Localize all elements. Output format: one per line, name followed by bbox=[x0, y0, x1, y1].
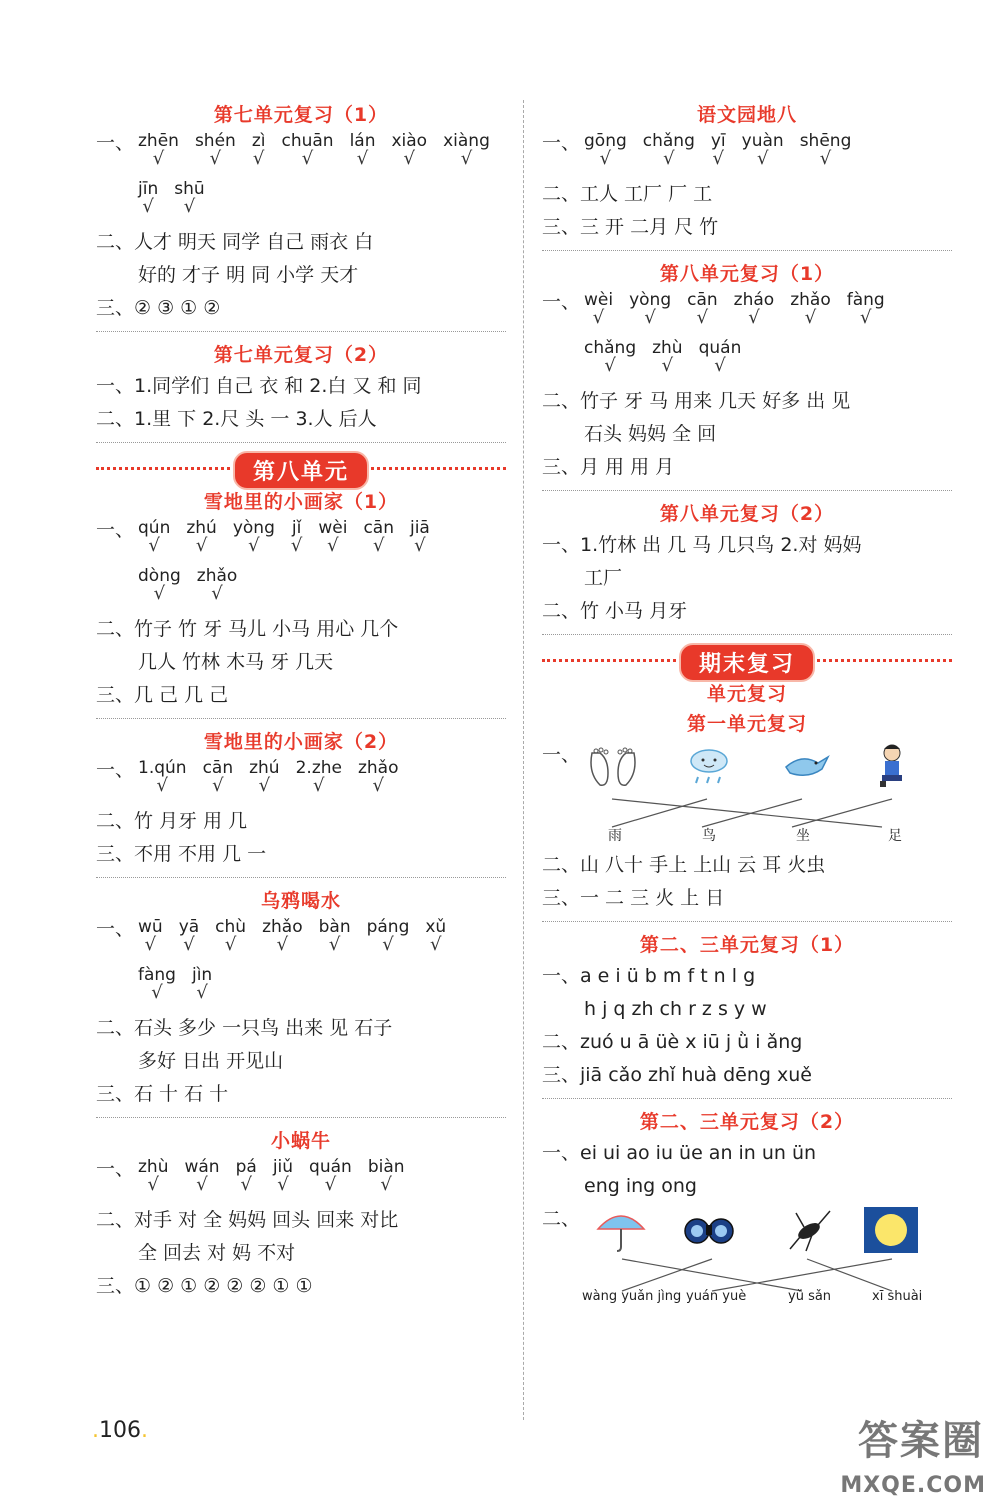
answer-line: 三、不用 不用 几 一 bbox=[96, 843, 267, 865]
matching-exercise bbox=[542, 739, 952, 849]
matching-lines bbox=[582, 789, 922, 829]
check-mark-icon: √ bbox=[211, 583, 223, 604]
rain-cloud-icon bbox=[682, 743, 736, 789]
pinyin-answer: yòng √ bbox=[232, 518, 275, 556]
answer-line: 工厂 bbox=[584, 567, 623, 589]
check-mark-icon: √ bbox=[209, 148, 222, 169]
check-mark-icon: √ bbox=[328, 934, 341, 955]
pinyin-answer: lán √ bbox=[349, 131, 376, 169]
pinyin-answer: 2.zhe √ bbox=[295, 758, 342, 796]
pinyin-answer: zhǎo √ bbox=[357, 758, 399, 796]
pinyin-row bbox=[96, 517, 506, 565]
check-mark-icon: √ bbox=[714, 355, 726, 376]
pinyin-answer: wán √ bbox=[184, 1157, 220, 1195]
check-mark-icon: √ bbox=[599, 148, 612, 169]
answer-line: 三、几 己 几 己 bbox=[96, 684, 229, 706]
answer-line: 二、对手 对 全 妈妈 回头 回来 对比 bbox=[96, 1209, 399, 1231]
question-number: 一、 bbox=[96, 519, 135, 541]
check-mark-icon: √ bbox=[661, 355, 674, 376]
pinyin-answer: zhǎo √ bbox=[790, 290, 831, 328]
question-number: 一、 bbox=[542, 744, 581, 766]
pinyin-row bbox=[96, 130, 506, 178]
check-mark-icon: √ bbox=[277, 1174, 289, 1195]
pinyin-row bbox=[542, 337, 952, 385]
check-mark-icon: √ bbox=[152, 148, 165, 169]
check-mark-icon: √ bbox=[248, 535, 260, 556]
pinyin-answer: qún √ bbox=[138, 518, 171, 556]
pinyin-answer: xiàng √ bbox=[443, 131, 490, 169]
right-column bbox=[542, 100, 952, 1313]
divider bbox=[96, 1117, 506, 1118]
check-mark-icon: √ bbox=[276, 934, 289, 955]
pinyin-answer: fàng √ bbox=[138, 965, 176, 1003]
divider bbox=[96, 442, 506, 443]
answer-line: 石头 妈妈 全 回 bbox=[584, 423, 717, 445]
check-mark-icon: √ bbox=[196, 982, 208, 1003]
question-number: 一、 bbox=[96, 132, 135, 154]
check-mark-icon: √ bbox=[183, 934, 195, 955]
check-mark-icon: √ bbox=[712, 148, 725, 169]
answer-line: 二、zuó u ā üè x iū j ǜ i ǎng bbox=[542, 1031, 803, 1053]
pinyin-answer: jìn √ bbox=[191, 965, 213, 1003]
divider bbox=[96, 718, 506, 719]
check-mark-icon: √ bbox=[151, 982, 163, 1003]
left-column bbox=[96, 100, 506, 1303]
divider bbox=[96, 877, 506, 878]
answer-line: 多好 日出 开见山 bbox=[138, 1050, 284, 1072]
pinyin-answer: zhù √ bbox=[138, 1157, 169, 1195]
pinyin-row bbox=[542, 130, 952, 178]
check-mark-icon: √ bbox=[859, 307, 872, 328]
pinyin-answer: quán √ bbox=[698, 338, 742, 376]
pinyin-row bbox=[96, 757, 506, 805]
answer-line: 三、一 二 三 火 上 日 bbox=[542, 887, 725, 909]
answer-line: 一、ei ui ao iu üe an in un ün bbox=[542, 1142, 817, 1164]
answer-line: eng ing ong bbox=[584, 1175, 697, 1197]
pinyin-answer: páng √ bbox=[366, 917, 410, 955]
match-label: 雨 bbox=[608, 828, 622, 844]
check-mark-icon: √ bbox=[592, 307, 605, 328]
answer-line: 二、1.里 下 2.尺 头 一 3.人 后人 bbox=[96, 408, 377, 430]
answer-line: 二、竹子 竹 牙 马儿 小马 用心 几个 bbox=[96, 618, 399, 640]
check-mark-icon: √ bbox=[804, 307, 817, 328]
pinyin-answer: zhēn √ bbox=[138, 131, 179, 169]
check-mark-icon: √ bbox=[372, 775, 384, 796]
column-divider bbox=[523, 100, 524, 1420]
answer-line: 二、石头 多少 一只鸟 出来 见 石子 bbox=[96, 1017, 393, 1039]
answer-line: 二、竹子 牙 马 用来 几天 好多 出 见 bbox=[542, 390, 851, 412]
check-mark-icon: √ bbox=[819, 148, 832, 169]
pinyin-row bbox=[96, 178, 506, 226]
bird-icon bbox=[778, 743, 832, 789]
question-number: 一、 bbox=[542, 291, 581, 313]
check-mark-icon: √ bbox=[372, 535, 385, 556]
watermark-logo: 答案圈 bbox=[858, 1418, 984, 1464]
match-label: wàng yuǎn jìng bbox=[582, 1289, 682, 1304]
match-label: 鸟 bbox=[702, 828, 716, 844]
pinyin-answer: dòng √ bbox=[138, 566, 181, 604]
pinyin-answer: chǎng √ bbox=[642, 131, 695, 169]
page-number: .106. bbox=[92, 1418, 148, 1443]
match-label: yǔ sǎn bbox=[788, 1289, 832, 1304]
pinyin-answer: wū √ bbox=[138, 917, 163, 955]
check-mark-icon: √ bbox=[147, 1174, 159, 1195]
section-title: 单元复习 bbox=[706, 683, 787, 705]
pinyin-answer: biàn √ bbox=[367, 1157, 405, 1195]
check-mark-icon: √ bbox=[258, 775, 271, 796]
final-review-banner bbox=[542, 643, 952, 677]
binoculars-icon bbox=[682, 1207, 736, 1253]
pinyin-answer: yuàn √ bbox=[741, 131, 784, 169]
pinyin-row bbox=[542, 289, 952, 337]
check-mark-icon: √ bbox=[663, 148, 675, 169]
check-mark-icon: √ bbox=[240, 1174, 252, 1195]
match-label: xī shuài bbox=[872, 1289, 923, 1304]
pinyin-row bbox=[96, 1156, 506, 1204]
pinyin-answer: bàn √ bbox=[318, 917, 351, 955]
check-mark-icon: √ bbox=[156, 775, 169, 796]
divider bbox=[96, 331, 506, 332]
question-number: 一、 bbox=[96, 918, 135, 940]
check-mark-icon: √ bbox=[382, 934, 394, 955]
section-title: 第二、三单元复习（1） bbox=[639, 934, 855, 956]
cricket-icon bbox=[782, 1207, 836, 1253]
pinyin-answer: xiào √ bbox=[391, 131, 428, 169]
match-label: 足 bbox=[888, 828, 902, 844]
check-mark-icon: √ bbox=[460, 148, 473, 169]
check-mark-icon: √ bbox=[756, 148, 769, 169]
matching-exercise bbox=[542, 1203, 952, 1313]
check-mark-icon: √ bbox=[604, 355, 616, 376]
answer-line: 一、1.同学们 自己 衣 和 2.白 又 和 同 bbox=[96, 375, 422, 397]
check-mark-icon: √ bbox=[142, 196, 154, 217]
pinyin-answer: fàng √ bbox=[846, 290, 885, 328]
pinyin-answer: yā √ bbox=[178, 917, 200, 955]
pinyin-answer: zhǎo √ bbox=[262, 917, 303, 955]
question-number: 一、 bbox=[96, 759, 135, 781]
pinyin-answer: zháo √ bbox=[733, 290, 775, 328]
answer-line: 三、jiā cǎo zhǐ huà dēng xuě bbox=[542, 1064, 812, 1086]
check-mark-icon: √ bbox=[403, 148, 416, 169]
pinyin-answer: wèi √ bbox=[318, 518, 348, 556]
unit-banner-label: 第八单元 bbox=[233, 451, 369, 490]
moon-icon bbox=[864, 1207, 918, 1253]
answer-line: 好的 才子 明 同 小学 天才 bbox=[138, 264, 359, 286]
pinyin-answer: cān √ bbox=[202, 758, 234, 796]
pinyin-answer: jīn √ bbox=[138, 179, 159, 217]
pinyin-answer: chù √ bbox=[215, 917, 247, 955]
pinyin-answer: zhú √ bbox=[249, 758, 280, 796]
answer-line: 二、竹 月牙 用 几 bbox=[96, 810, 248, 832]
pinyin-row bbox=[96, 964, 506, 1012]
sitting-boy-icon bbox=[868, 743, 922, 789]
answer-line: 三、① ② ① ② ② ② ① ① bbox=[96, 1275, 313, 1297]
match-label: 坐 bbox=[796, 828, 810, 844]
question-number: 一、 bbox=[96, 1158, 135, 1180]
pinyin-answer: quán √ bbox=[309, 1157, 352, 1195]
pinyin-answer: wèi √ bbox=[584, 290, 614, 328]
pinyin-answer: zhú √ bbox=[186, 518, 217, 556]
answer-line: 二、山 八十 手上 上山 云 耳 火虫 bbox=[542, 854, 826, 876]
check-mark-icon: √ bbox=[183, 196, 196, 217]
check-mark-icon: √ bbox=[224, 934, 237, 955]
watermark-url: MXQE.COM bbox=[840, 1473, 986, 1498]
section-title: 乌鸦喝水 bbox=[260, 890, 341, 912]
divider bbox=[542, 250, 952, 251]
divider bbox=[542, 1098, 952, 1099]
check-mark-icon: √ bbox=[212, 775, 224, 796]
pinyin-answer: zhǎo √ bbox=[196, 566, 238, 604]
answer-line: 三、② ③ ① ② bbox=[96, 297, 221, 319]
section-title: 语文园地八 bbox=[696, 104, 797, 126]
section-title: 雪地里的小画家（1） bbox=[203, 491, 399, 513]
check-mark-icon: √ bbox=[301, 148, 314, 169]
pinyin-answer: 1.qún √ bbox=[138, 758, 187, 796]
check-mark-icon: √ bbox=[324, 1174, 337, 1195]
check-mark-icon: √ bbox=[148, 535, 160, 556]
pinyin-answer: cān √ bbox=[687, 290, 718, 328]
answer-line: h j q zh ch r z s y w bbox=[584, 998, 767, 1020]
check-mark-icon: √ bbox=[153, 583, 166, 604]
check-mark-icon: √ bbox=[696, 307, 709, 328]
check-mark-icon: √ bbox=[414, 535, 426, 556]
answer-line: 一、a e i ü b m f t n l g bbox=[542, 965, 756, 987]
umbrella-icon bbox=[594, 1207, 648, 1253]
section-title: 第八单元复习（2） bbox=[659, 503, 835, 525]
check-mark-icon: √ bbox=[327, 535, 339, 556]
check-mark-icon: √ bbox=[748, 307, 760, 328]
answer-line: 三、石 十 石 十 bbox=[96, 1083, 229, 1105]
answer-line: 二、竹 小马 月牙 bbox=[542, 600, 688, 622]
final-review-banner-label: 期末复习 bbox=[679, 643, 815, 682]
section-title: 第二、三单元复习（2） bbox=[639, 1111, 855, 1133]
section-title: 第七单元复习（2） bbox=[213, 344, 389, 366]
check-mark-icon: √ bbox=[195, 535, 208, 556]
check-mark-icon: √ bbox=[196, 1174, 208, 1195]
pinyin-answer: shū √ bbox=[174, 179, 205, 217]
pinyin-answer: zì √ bbox=[251, 131, 266, 169]
check-mark-icon: √ bbox=[356, 148, 369, 169]
matching-lines bbox=[582, 1253, 922, 1293]
divider bbox=[542, 490, 952, 491]
pinyin-answer: zhù √ bbox=[652, 338, 683, 376]
section-title: 第八单元复习（1） bbox=[659, 263, 835, 285]
divider bbox=[542, 634, 952, 635]
pinyin-answer: jǐ √ bbox=[290, 518, 303, 556]
pinyin-answer: yòng √ bbox=[629, 290, 672, 328]
pinyin-answer: chǎng √ bbox=[584, 338, 637, 376]
divider bbox=[542, 921, 952, 922]
pinyin-answer: xǔ √ bbox=[425, 917, 447, 955]
answer-line: 一、1.竹林 出 几 马 几只鸟 2.对 妈妈 bbox=[542, 534, 862, 556]
answer-line: 全 回去 对 妈 不对 bbox=[138, 1242, 296, 1264]
pinyin-answer: jiǔ √ bbox=[272, 1157, 294, 1195]
pinyin-answer: jiā √ bbox=[409, 518, 430, 556]
check-mark-icon: √ bbox=[644, 307, 656, 328]
section-title: 小蜗牛 bbox=[270, 1130, 331, 1152]
pinyin-answer: gōng √ bbox=[584, 131, 627, 169]
pinyin-row bbox=[96, 565, 506, 613]
check-mark-icon: √ bbox=[430, 934, 442, 955]
check-mark-icon: √ bbox=[290, 535, 303, 556]
pinyin-answer: pá √ bbox=[235, 1157, 257, 1195]
check-mark-icon: √ bbox=[313, 775, 325, 796]
section-title: 第七单元复习（1） bbox=[213, 104, 389, 126]
answer-line: 几人 竹林 木马 牙 几天 bbox=[138, 651, 334, 673]
answer-line: 二、人才 明天 同学 自己 雨衣 白 bbox=[96, 231, 374, 253]
answer-line: 二、工人 工厂 厂 工 bbox=[542, 183, 713, 205]
pinyin-answer: chuān √ bbox=[281, 131, 334, 169]
pinyin-answer: yī √ bbox=[710, 131, 726, 169]
section-title: 雪地里的小画家（2） bbox=[203, 731, 399, 753]
check-mark-icon: √ bbox=[144, 934, 157, 955]
pinyin-answer: shēng √ bbox=[799, 131, 852, 169]
feet-icon bbox=[586, 743, 640, 789]
pinyin-answer: shén √ bbox=[194, 131, 236, 169]
check-mark-icon: √ bbox=[252, 148, 265, 169]
check-mark-icon: √ bbox=[380, 1174, 392, 1195]
question-number: 二、 bbox=[542, 1208, 581, 1230]
pinyin-row bbox=[96, 916, 506, 964]
section-subtitle: 第一单元复习 bbox=[686, 713, 807, 735]
question-number: 一、 bbox=[542, 132, 581, 154]
pinyin-answer: cān √ bbox=[363, 518, 394, 556]
unit-banner bbox=[96, 451, 506, 485]
match-label: yuán yuè bbox=[686, 1289, 747, 1304]
answer-line: 三、月 用 用 月 bbox=[542, 456, 675, 478]
answer-line: 三、三 开 二月 尺 竹 bbox=[542, 216, 719, 238]
